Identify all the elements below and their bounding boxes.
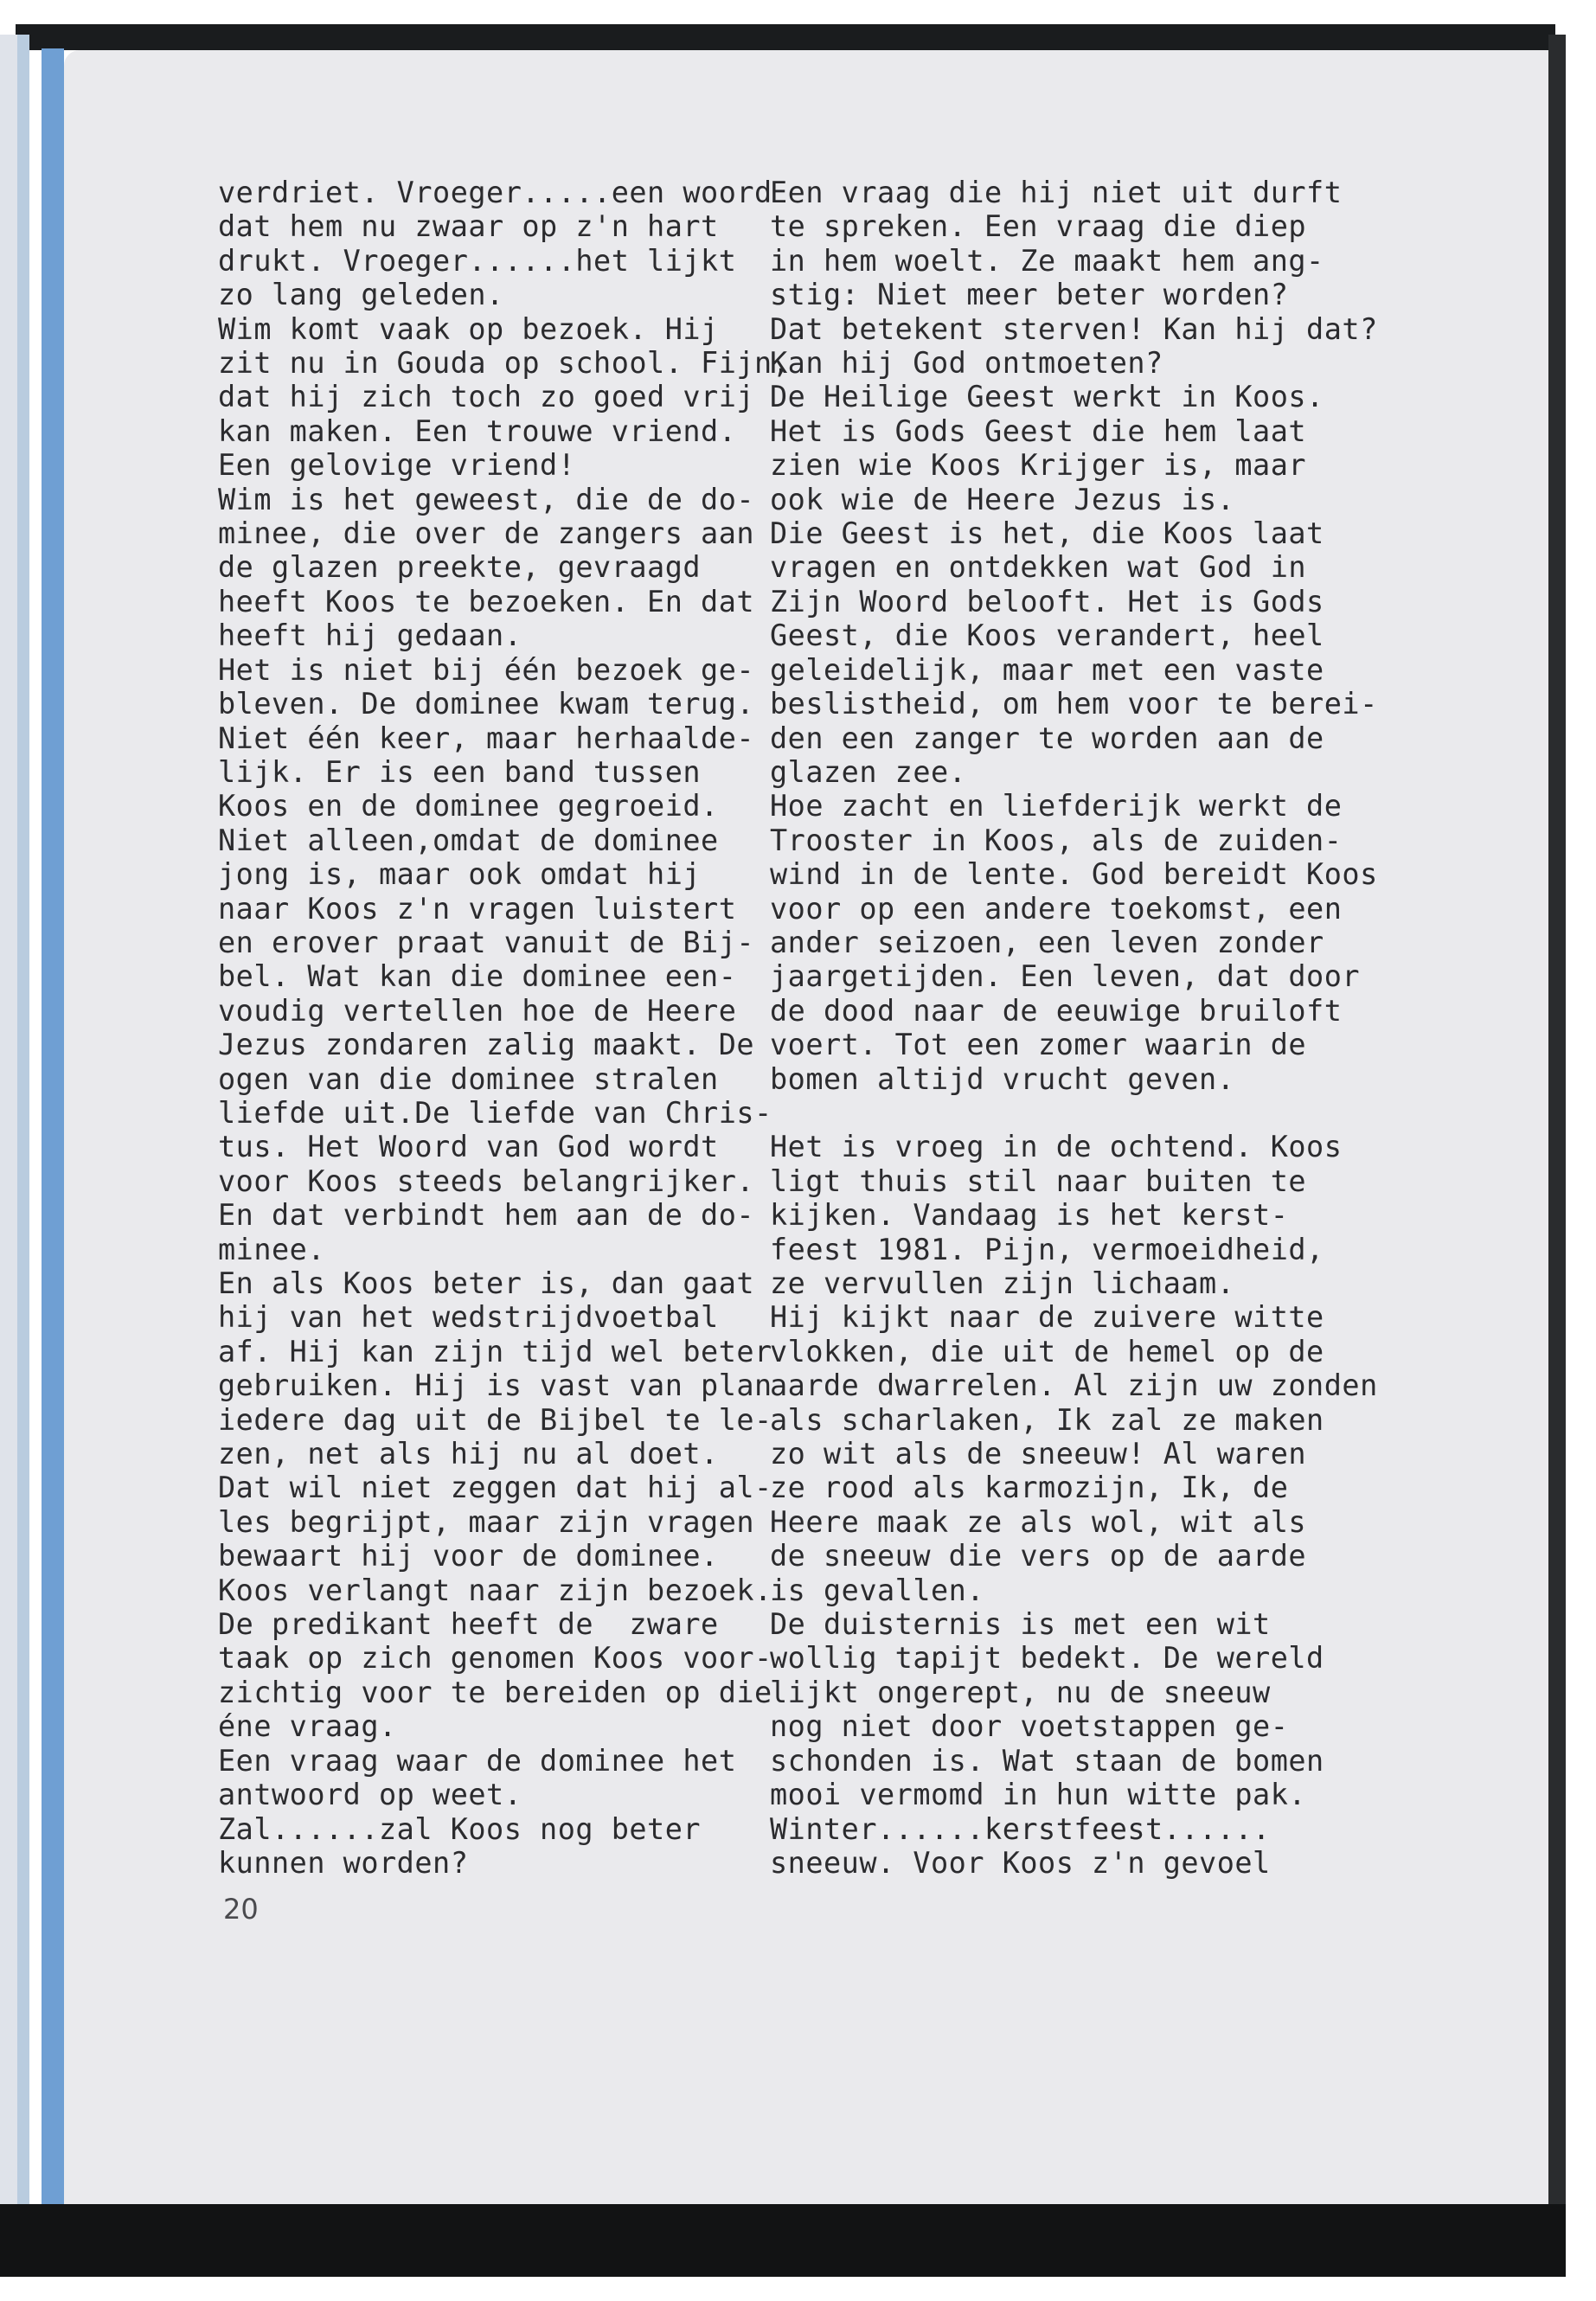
text-line: ze rood als karmozijn, Ik, de — [770, 1471, 1289, 1505]
text-line: jaargetijden. Een leven, dat door — [770, 959, 1361, 994]
text-line: les begrijpt, maar zijn vragen — [218, 1504, 755, 1539]
text-line: kunnen worden? — [218, 1845, 469, 1880]
text-line: Geest, die Koos verandert, heel — [770, 619, 1324, 653]
text-line: wollig tapijt bedekt. De wereld — [770, 1641, 1324, 1676]
text-line: feest 1981. Pijn, vermoeidheid, — [770, 1232, 1324, 1266]
text-line: glazen zee. — [770, 754, 967, 789]
text-line: geleidelijk, maar met een vaste — [770, 652, 1324, 687]
scan-border-top — [16, 24, 1555, 50]
text-line: ogen van die dominee stralen — [218, 1061, 719, 1096]
text-line: jong is, maar ook omdat hij — [218, 857, 702, 892]
text-line: voor Koos steeds belangrijker. — [218, 1163, 755, 1198]
text-line: En dat verbindt hem aan de do- — [218, 1198, 755, 1233]
text-line: Een vraag die hij niet uit durft — [770, 176, 1343, 209]
text-line: Het is vroeg in de ochtend. Koos — [770, 1130, 1343, 1164]
text-line: heeft hij gedaan. — [218, 619, 522, 653]
text-line: vragen en ontdekken wat God in — [770, 550, 1307, 585]
text-line: liefde uit.De liefde van Chris- — [218, 1095, 772, 1130]
text-line: lijkt ongerept, nu de sneeuw — [770, 1675, 1271, 1709]
book-spine — [17, 35, 29, 2206]
text-line: De predikant heeft de zware — [218, 1607, 719, 1642]
scan-border-right — [1548, 35, 1566, 2214]
text-line: heeft Koos te bezoeken. En dat — [218, 584, 755, 619]
text-line: lijk. Er is een band tussen — [218, 754, 702, 789]
text-line: De Heilige Geest werkt in Koos. — [770, 380, 1324, 414]
text-line: kan maken. Een trouwe vriend. — [218, 413, 737, 448]
text-line: bewaart hij voor de dominee. — [218, 1539, 719, 1574]
text-line: vlokken, die uit de hemel op de — [770, 1334, 1324, 1368]
text-line: ook wie de Heere Jezus is. — [770, 482, 1235, 516]
text-line: en erover praat vanuit de Bij- — [218, 925, 755, 959]
scan-border-bottom — [0, 2204, 1566, 2277]
text-line: als scharlaken, Ik zal ze maken — [770, 1402, 1324, 1437]
text-line: Wim komt vaak op bezoek. Hij — [218, 311, 719, 346]
text-line: in hem woelt. Ze maakt hem ang- — [770, 243, 1324, 278]
text-line: is gevallen. — [770, 1573, 985, 1607]
text-line: Zal......zal Koos nog beter — [218, 1811, 702, 1846]
text-line: zien wie Koos Krijger is, maar — [770, 448, 1307, 483]
text-line: Niet alleen,omdat de dominee — [218, 823, 719, 857]
text-line: iedere dag uit de Bijbel te le- — [218, 1402, 772, 1437]
text-line: de glazen preekte, gevraagd — [218, 550, 702, 585]
text-line: Koos verlangt naar zijn bezoek. — [218, 1573, 772, 1607]
text-line: Heere maak ze als wol, wit als — [770, 1504, 1307, 1539]
text-line: Hij kijkt naar de zuivere witte — [770, 1300, 1324, 1335]
text-line: taak op zich genomen Koos voor- — [218, 1641, 772, 1676]
text-line: te spreken. Een vraag die diep — [770, 209, 1307, 244]
text-line: ligt thuis stil naar buiten te — [770, 1163, 1307, 1198]
text-line: Dat wil niet zeggen dat hij al- — [218, 1471, 772, 1505]
text-line: zichtig voor te bereiden op die — [218, 1675, 772, 1709]
text-line: de sneeuw die vers op de aarde — [770, 1539, 1307, 1574]
text-line: ze vervullen zijn lichaam. — [770, 1266, 1235, 1300]
text-line: Die Geest is het, die Koos laat — [770, 516, 1324, 551]
text-line: zen, net als hij nu al doet. — [218, 1437, 719, 1471]
text-line: kijken. Vandaag is het kerst- — [770, 1198, 1289, 1233]
text-line: Zijn Woord belooft. Het is Gods — [770, 584, 1324, 619]
text-line: hij van het wedstrijdvoetbal — [218, 1300, 719, 1335]
text-line: zit nu in Gouda op school. Fijn, — [218, 346, 791, 381]
text-line: mooi vermomd in hun witte pak. — [770, 1778, 1307, 1812]
text-line: stig: Niet meer beter worden? — [770, 278, 1289, 312]
text-line: Het is niet bij één bezoek ge- — [218, 652, 755, 687]
text-line: voudig vertellen hoe de Heere — [218, 993, 737, 1028]
text-line: bel. Wat kan die dominee een- — [218, 959, 737, 994]
text-line: verdriet. Vroeger.....een woord — [218, 176, 772, 209]
text-line: tus. Het Woord van God wordt — [218, 1130, 719, 1164]
scan-border-left — [0, 35, 17, 2214]
text-line: bleven. De dominee kwam terug. — [218, 687, 755, 721]
text-line: sneeuw. Voor Koos z'n gevoel — [770, 1845, 1271, 1880]
text-line: dat hem nu zwaar op z'n hart — [218, 209, 719, 244]
text-line: Koos en de dominee gegroeid. — [218, 789, 719, 824]
text-line: af. Hij kan zijn tijd wel beter — [218, 1334, 772, 1368]
text-line: aarde dwarrelen. Al zijn uw zonden — [770, 1368, 1378, 1403]
text-line: Niet één keer, maar herhaalde- — [218, 721, 755, 755]
text-line: voor op een andere toekomst, een — [770, 891, 1343, 926]
text-line: éne vraag. — [218, 1709, 397, 1744]
text-line: drukt. Vroeger......het lijkt — [218, 243, 737, 278]
text-line: Trooster in Koos, als de zuiden- — [770, 823, 1343, 857]
text-line: Jezus zondaren zalig maakt. De — [218, 1028, 755, 1062]
text-line: Een vraag waar de dominee het — [218, 1743, 737, 1778]
text-line: bomen altijd vrucht geven. — [770, 1061, 1235, 1096]
text-column-right — [770, 176, 1378, 1880]
text-line — [770, 1096, 1378, 1130]
text-line: wind in de lente. God bereidt Koos — [770, 857, 1378, 892]
text-line: den een zanger te worden aan de — [770, 721, 1324, 755]
text-line: de dood naar de eeuwige bruiloft — [770, 993, 1343, 1028]
text-line: minee, die over de zangers aan — [218, 516, 755, 551]
text-line: antwoord op weet. — [218, 1778, 522, 1812]
text-line: nog niet door voetstappen ge- — [770, 1709, 1289, 1744]
text-line: Het is Gods Geest die hem laat — [770, 413, 1307, 448]
text-line: minee. — [218, 1232, 326, 1266]
text-line: schonden is. Wat staan de bomen — [770, 1743, 1324, 1778]
text-line: En als Koos beter is, dan gaat — [218, 1266, 755, 1300]
text-line: Dat betekent sterven! Kan hij dat? — [770, 311, 1378, 346]
text-line: gebruiken. Hij is vast van plan — [218, 1368, 772, 1403]
text-column-left — [218, 176, 790, 1880]
text-line: Winter......kerstfeest...... — [770, 1811, 1271, 1846]
text-line: ander seizoen, een leven zonder — [770, 925, 1324, 959]
book-cover-edge — [42, 48, 64, 2206]
text-line: Wim is het geweest, die de do- — [218, 482, 755, 516]
text-line: Een gelovige vriend! — [218, 448, 576, 483]
text-line: De duisternis is met een wit — [770, 1607, 1271, 1642]
text-line: Hoe zacht en liefderijk werkt de — [770, 789, 1343, 824]
text-line: voert. Tot een zomer waarin de — [770, 1028, 1307, 1062]
text-line: zo lang geleden. — [218, 278, 504, 312]
page-number: 20 — [223, 1893, 259, 1926]
text-line: zo wit als de sneeuw! Al waren — [770, 1437, 1307, 1471]
text-line: dat hij zich toch zo goed vrij — [218, 380, 755, 414]
text-line: Kan hij God ontmoeten? — [770, 346, 1163, 381]
text-line: beslistheid, om hem voor te berei- — [770, 687, 1378, 721]
text-line: naar Koos z'n vragen luistert — [218, 891, 737, 926]
